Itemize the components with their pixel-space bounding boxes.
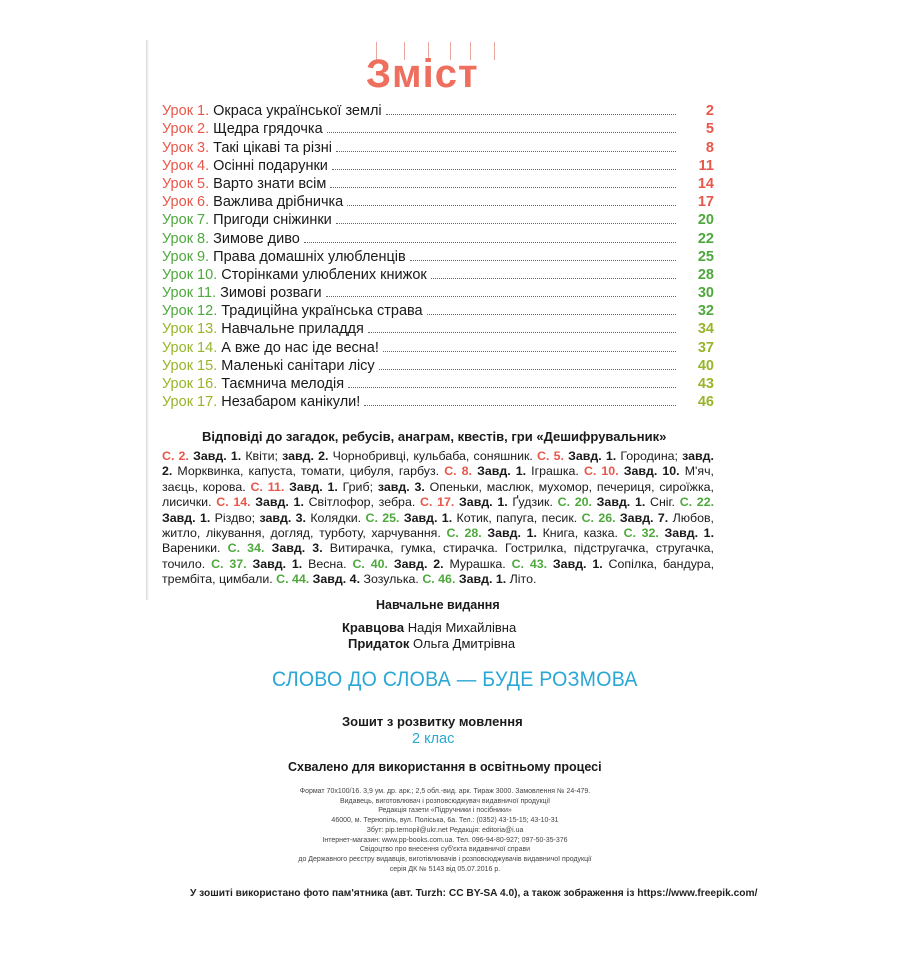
toc-lesson-title: Окраса української землі <box>213 103 382 120</box>
toc-row <box>162 265 714 283</box>
toc-dot-leader <box>379 368 676 370</box>
imprint-line: Свідоцтво про внесення суб'єкта видавничої справи <box>359 846 531 854</box>
toc-lesson-title: Важлива дрібничка <box>213 194 344 211</box>
answer-text: Іграшка. <box>526 464 584 479</box>
toc-page-number: 25 <box>697 248 714 265</box>
answer-text: Книга, казка. <box>536 526 624 541</box>
toc-row <box>162 192 714 210</box>
page-edge <box>146 40 149 600</box>
toc-dot-leader <box>327 131 676 133</box>
toc-dot-leader <box>383 350 676 352</box>
answer-text: Сопілка, бандура, трембіта, цимбали. <box>162 556 715 587</box>
toc-page-number: 17 <box>697 194 714 211</box>
answer-task-ref: Завд. 1. <box>289 479 338 494</box>
answer-text: Витирачка, гумка, стирачка. Гострилка, підстругачка, стругачка, точило. <box>162 541 714 571</box>
toc-page-number: 20 <box>697 212 714 229</box>
toc-dot-leader <box>431 277 676 279</box>
toc-lesson-number: Урок 2. <box>162 121 210 138</box>
toc-page-number: 37 <box>697 339 714 356</box>
title-block <box>366 42 516 102</box>
toc-lesson-number: Урок 1. <box>162 103 210 120</box>
toc-lesson-title: Навчальне приладдя <box>221 321 364 338</box>
imprint-line: до Державного реєстру видавців, виготівлювачів і розповсюджувачів видавничої продукції <box>298 855 592 863</box>
toc-lesson-title: Традиційна українська страва <box>221 303 423 320</box>
answer-task-ref: Завд. 1. <box>193 449 242 463</box>
edition-type: Навчальне видання <box>376 598 500 612</box>
answer-task-ref: Завд. 10. <box>623 464 680 479</box>
toc-row <box>162 283 714 301</box>
toc-lesson-title: Пригоди сніжинки <box>213 212 332 229</box>
answer-task-ref: Завд. 1. <box>403 510 453 525</box>
answer-page-ref: С. 25. <box>365 510 400 525</box>
answer-page-ref: С. 17. <box>420 495 455 510</box>
table-of-contents <box>162 101 714 410</box>
answer-task-ref: Завд. 1. <box>255 495 304 510</box>
toc-lesson-title: Маленькі санітари лісу <box>221 357 375 374</box>
answer-text: Різдво; <box>210 510 260 525</box>
toc-page-number: 30 <box>697 285 714 302</box>
answer-page-ref: С. 5. <box>537 449 564 463</box>
toc-dot-leader <box>386 113 676 115</box>
imprint-line: Видавець, виготовлювач і розповсюджувач видавничої продукції <box>339 797 551 805</box>
answer-text: Чорнобривці, кульбаба, соняшник. <box>328 449 538 463</box>
imprint-line: серія ДК № 5143 від 05.07.2016 р. <box>389 865 501 873</box>
toc-page-number: 40 <box>697 357 714 374</box>
page-title: Зміст <box>366 52 479 96</box>
answer-task-ref: Завд. 1. <box>252 556 303 571</box>
answer-task-ref: Завд. 1. <box>459 495 508 510</box>
toc-dot-leader <box>410 259 676 261</box>
toc-lesson-number: Урок 5. <box>162 175 210 192</box>
answer-page-ref: С. 26. <box>581 510 616 525</box>
answer-text: М'яч, заєць, корова. <box>162 464 714 494</box>
answer-task-ref: Завд. 1. <box>487 526 537 541</box>
answer-text: Квіти; <box>241 449 283 463</box>
imprint-line: Редакція газети «Підручники і посібники» <box>378 807 512 815</box>
approval-note: Схвалено для використання в освітньому процесі <box>288 760 602 774</box>
toc-lesson-number: Урок 13. <box>162 321 218 338</box>
toc-row <box>162 247 714 265</box>
toc-lesson-title: Зимові розваги <box>220 285 322 302</box>
author-1-name: Надія Михайлівна <box>407 620 517 635</box>
toc-lesson-number: Урок 4. <box>162 157 210 174</box>
toc-row <box>162 101 714 119</box>
toc-page-number: 34 <box>697 321 714 338</box>
answer-page-ref: С. 20. <box>557 495 592 510</box>
answer-page-ref: С. 28. <box>446 526 482 541</box>
toc-lesson-number: Урок 15. <box>162 357 218 374</box>
toc-lesson-number: Урок 6. <box>162 194 210 211</box>
author-2-name: Ольга Дмитрівна <box>413 636 516 651</box>
toc-row <box>162 156 714 174</box>
toc-dot-leader <box>427 313 676 315</box>
toc-lesson-title: Сторінками улюблених книжок <box>221 266 427 283</box>
answer-page-ref: С. 11. <box>250 479 285 494</box>
toc-page-number: 22 <box>697 230 714 247</box>
answer-text: Зозулька. <box>360 572 423 587</box>
answer-text: Городина; <box>616 449 683 463</box>
toc-lesson-title: А вже до нас іде весна! <box>221 339 379 356</box>
grade: 2 клас <box>412 731 455 747</box>
answer-task-ref: Завд. 4. <box>312 572 361 587</box>
author-1-surname: Кравцова <box>342 620 405 635</box>
answer-text: Гриб; <box>337 479 378 494</box>
answer-text: Котик, папуга, песик. <box>452 510 582 525</box>
answer-task-ref: Завд. 7. <box>619 510 669 525</box>
answer-text <box>264 541 271 555</box>
imprint-line: Інтернет-магазин: www.pp-books.com.ua. Тел. 096-94-80-927; 097-50-35-376 <box>322 836 568 844</box>
toc-row <box>162 301 714 319</box>
toc-dot-leader <box>368 331 676 333</box>
author-1 <box>342 620 516 635</box>
imprint-line: 46000, м. Тернопіль, вул. Поліська, 6а. Тел.: (0352) 43-15-15; 43-10-31 <box>331 817 559 825</box>
answers-text <box>162 449 714 588</box>
toc-lesson-number: Урок 16. <box>162 376 218 392</box>
toc-lesson-number: Урок 7. <box>162 212 210 229</box>
answer-task-ref: Завд. 2. <box>393 556 444 571</box>
imprint <box>270 787 620 874</box>
answer-page-ref: С. 46. <box>422 572 456 587</box>
toc-page-number: 2 <box>705 103 714 120</box>
book-title: СЛОВО ДО СЛОВА — БУДЕ РОЗМОВА <box>272 668 638 691</box>
answer-page-ref: С. 2. <box>162 449 189 463</box>
imprint-line: Формат 70х100/16. 3,9 ум. др. арк.; 2,5 обл.-вид. арк. Тираж 3000. Замовлення № 24-479. <box>299 788 591 795</box>
toc-page-number: 8 <box>705 139 714 156</box>
answer-task-ref: Завд. 3. <box>271 541 323 556</box>
toc-row <box>162 392 714 410</box>
toc-row <box>162 119 714 137</box>
answer-text: Любов, житло, лікування, догляд, турботу, харчування. <box>162 510 715 541</box>
author-2 <box>348 636 515 651</box>
answer-page-ref: С. 44. <box>276 572 310 587</box>
toc-lesson-number: Урок 17. <box>162 394 218 411</box>
toc-dot-leader <box>336 222 676 224</box>
answer-text: Вареники. <box>162 541 228 556</box>
author-2-surname: Придаток <box>348 636 410 651</box>
answer-page-ref: С. 37. <box>211 556 247 571</box>
imprint-line: Збут: pip.ternopil@ukr.net Редакція: editoria@i.ua <box>366 826 524 834</box>
toc-lesson-title: Варто знати всім <box>213 175 327 192</box>
toc-dot-leader <box>330 186 676 188</box>
toc-lesson-number: Урок 14. <box>162 339 218 356</box>
answer-task-ref: Завд. 1. <box>162 510 211 525</box>
toc-lesson-number: Урок 11. <box>162 285 217 302</box>
answer-page-ref: С. 43. <box>511 556 548 571</box>
toc-lesson-title: Права домашніх улюбленців <box>213 248 406 265</box>
answer-task-ref: завд. 3. <box>259 510 306 525</box>
answer-task-ref: Завд. 1. <box>568 449 617 463</box>
toc-page-number: 46 <box>697 394 714 411</box>
book-subtitle: Зошит з розвитку мовлення <box>342 714 523 729</box>
answer-page-ref: С. 22. <box>679 495 715 510</box>
toc-lesson-number: Урок 12. <box>162 303 218 320</box>
toc-lesson-title: Зимове диво <box>213 230 300 247</box>
toc-dot-leader <box>347 204 676 206</box>
answer-text: Опеньки, маслюк, мухомор, печериця, сироїжка, лисички. <box>162 479 714 510</box>
toc-page-number: 11 <box>698 157 714 174</box>
answer-task-ref: завд. 3. <box>377 479 425 494</box>
footer-note: У зошиті використано фото пам'ятника (авт. Turzh: CC BY-SA 4.0), а також зображення із https://www.freepik.com/ <box>190 888 758 899</box>
answer-text: Морквинка, капуста, томати, цибуля, гарбуз. <box>172 464 445 479</box>
toc-dot-leader <box>336 150 676 152</box>
answer-task-ref: Завд. 1. <box>596 495 646 510</box>
toc-row <box>162 228 714 246</box>
toc-page-number: 28 <box>697 266 714 283</box>
toc-dot-leader <box>348 386 676 388</box>
toc-lesson-number: Урок 8. <box>162 230 210 247</box>
toc-dot-leader <box>364 404 676 406</box>
toc-row <box>162 174 714 192</box>
answer-text: Ґудзик. <box>507 495 558 510</box>
toc-lesson-number: Урок 3. <box>162 139 210 156</box>
toc-page-number: 32 <box>697 303 714 320</box>
toc-page-number: 14 <box>697 175 714 192</box>
answer-text: Сніг. <box>645 495 680 510</box>
answer-task-ref: завд. 2. <box>282 449 329 463</box>
answer-task-ref: Завд. 1. <box>458 572 507 587</box>
toc-lesson-title: Такі цікаві та різні <box>213 139 332 156</box>
toc-page-number: 5 <box>705 121 714 138</box>
answer-task-ref: Завд. 1. <box>552 556 603 571</box>
toc-dot-leader <box>326 295 676 297</box>
answers-heading: Відповіді до загадок, ребусів, анаграм, квестів, гри «Дешифрувальник» <box>202 429 667 444</box>
toc-row <box>162 374 714 392</box>
answer-page-ref: С. 40. <box>352 556 388 571</box>
answer-page-ref: С. 10. <box>583 464 619 479</box>
toc-row <box>162 337 714 355</box>
answer-text: Літо. <box>506 572 537 587</box>
answer-task-ref: Завд. 1. <box>664 526 715 541</box>
answer-text: Світлофор, зебра. <box>303 495 420 510</box>
toc-lesson-title: Таємнича мелодія <box>221 376 345 392</box>
toc-lesson-number: Урок 9. <box>162 248 210 265</box>
answer-page-ref: С. 34. <box>227 541 265 556</box>
answer-text: Весна. <box>302 556 353 571</box>
answer-page-ref: С. 32. <box>623 526 659 541</box>
toc-row <box>162 319 714 337</box>
answer-page-ref: С. 8. <box>444 464 472 479</box>
toc-row <box>162 210 714 228</box>
toc-row <box>162 137 714 155</box>
answer-text: Мурашка. <box>443 556 512 571</box>
toc-lesson-title: Незабаром канікули! <box>221 394 361 411</box>
toc-row <box>162 356 714 374</box>
toc-dot-leader <box>304 241 676 243</box>
toc-page-number: 43 <box>697 376 714 392</box>
answer-page-ref: С. 14. <box>216 495 251 510</box>
toc-lesson-title: Осінні подарунки <box>213 157 328 174</box>
answer-task-ref: завд. 2. <box>162 449 714 479</box>
answer-text: Колядки. <box>305 510 366 525</box>
answer-task-ref: Завд. 1. <box>477 464 527 479</box>
toc-lesson-title: Щедра грядочка <box>213 121 323 138</box>
toc-lesson-number: Урок 10. <box>162 266 218 283</box>
toc-dot-leader <box>332 168 676 170</box>
